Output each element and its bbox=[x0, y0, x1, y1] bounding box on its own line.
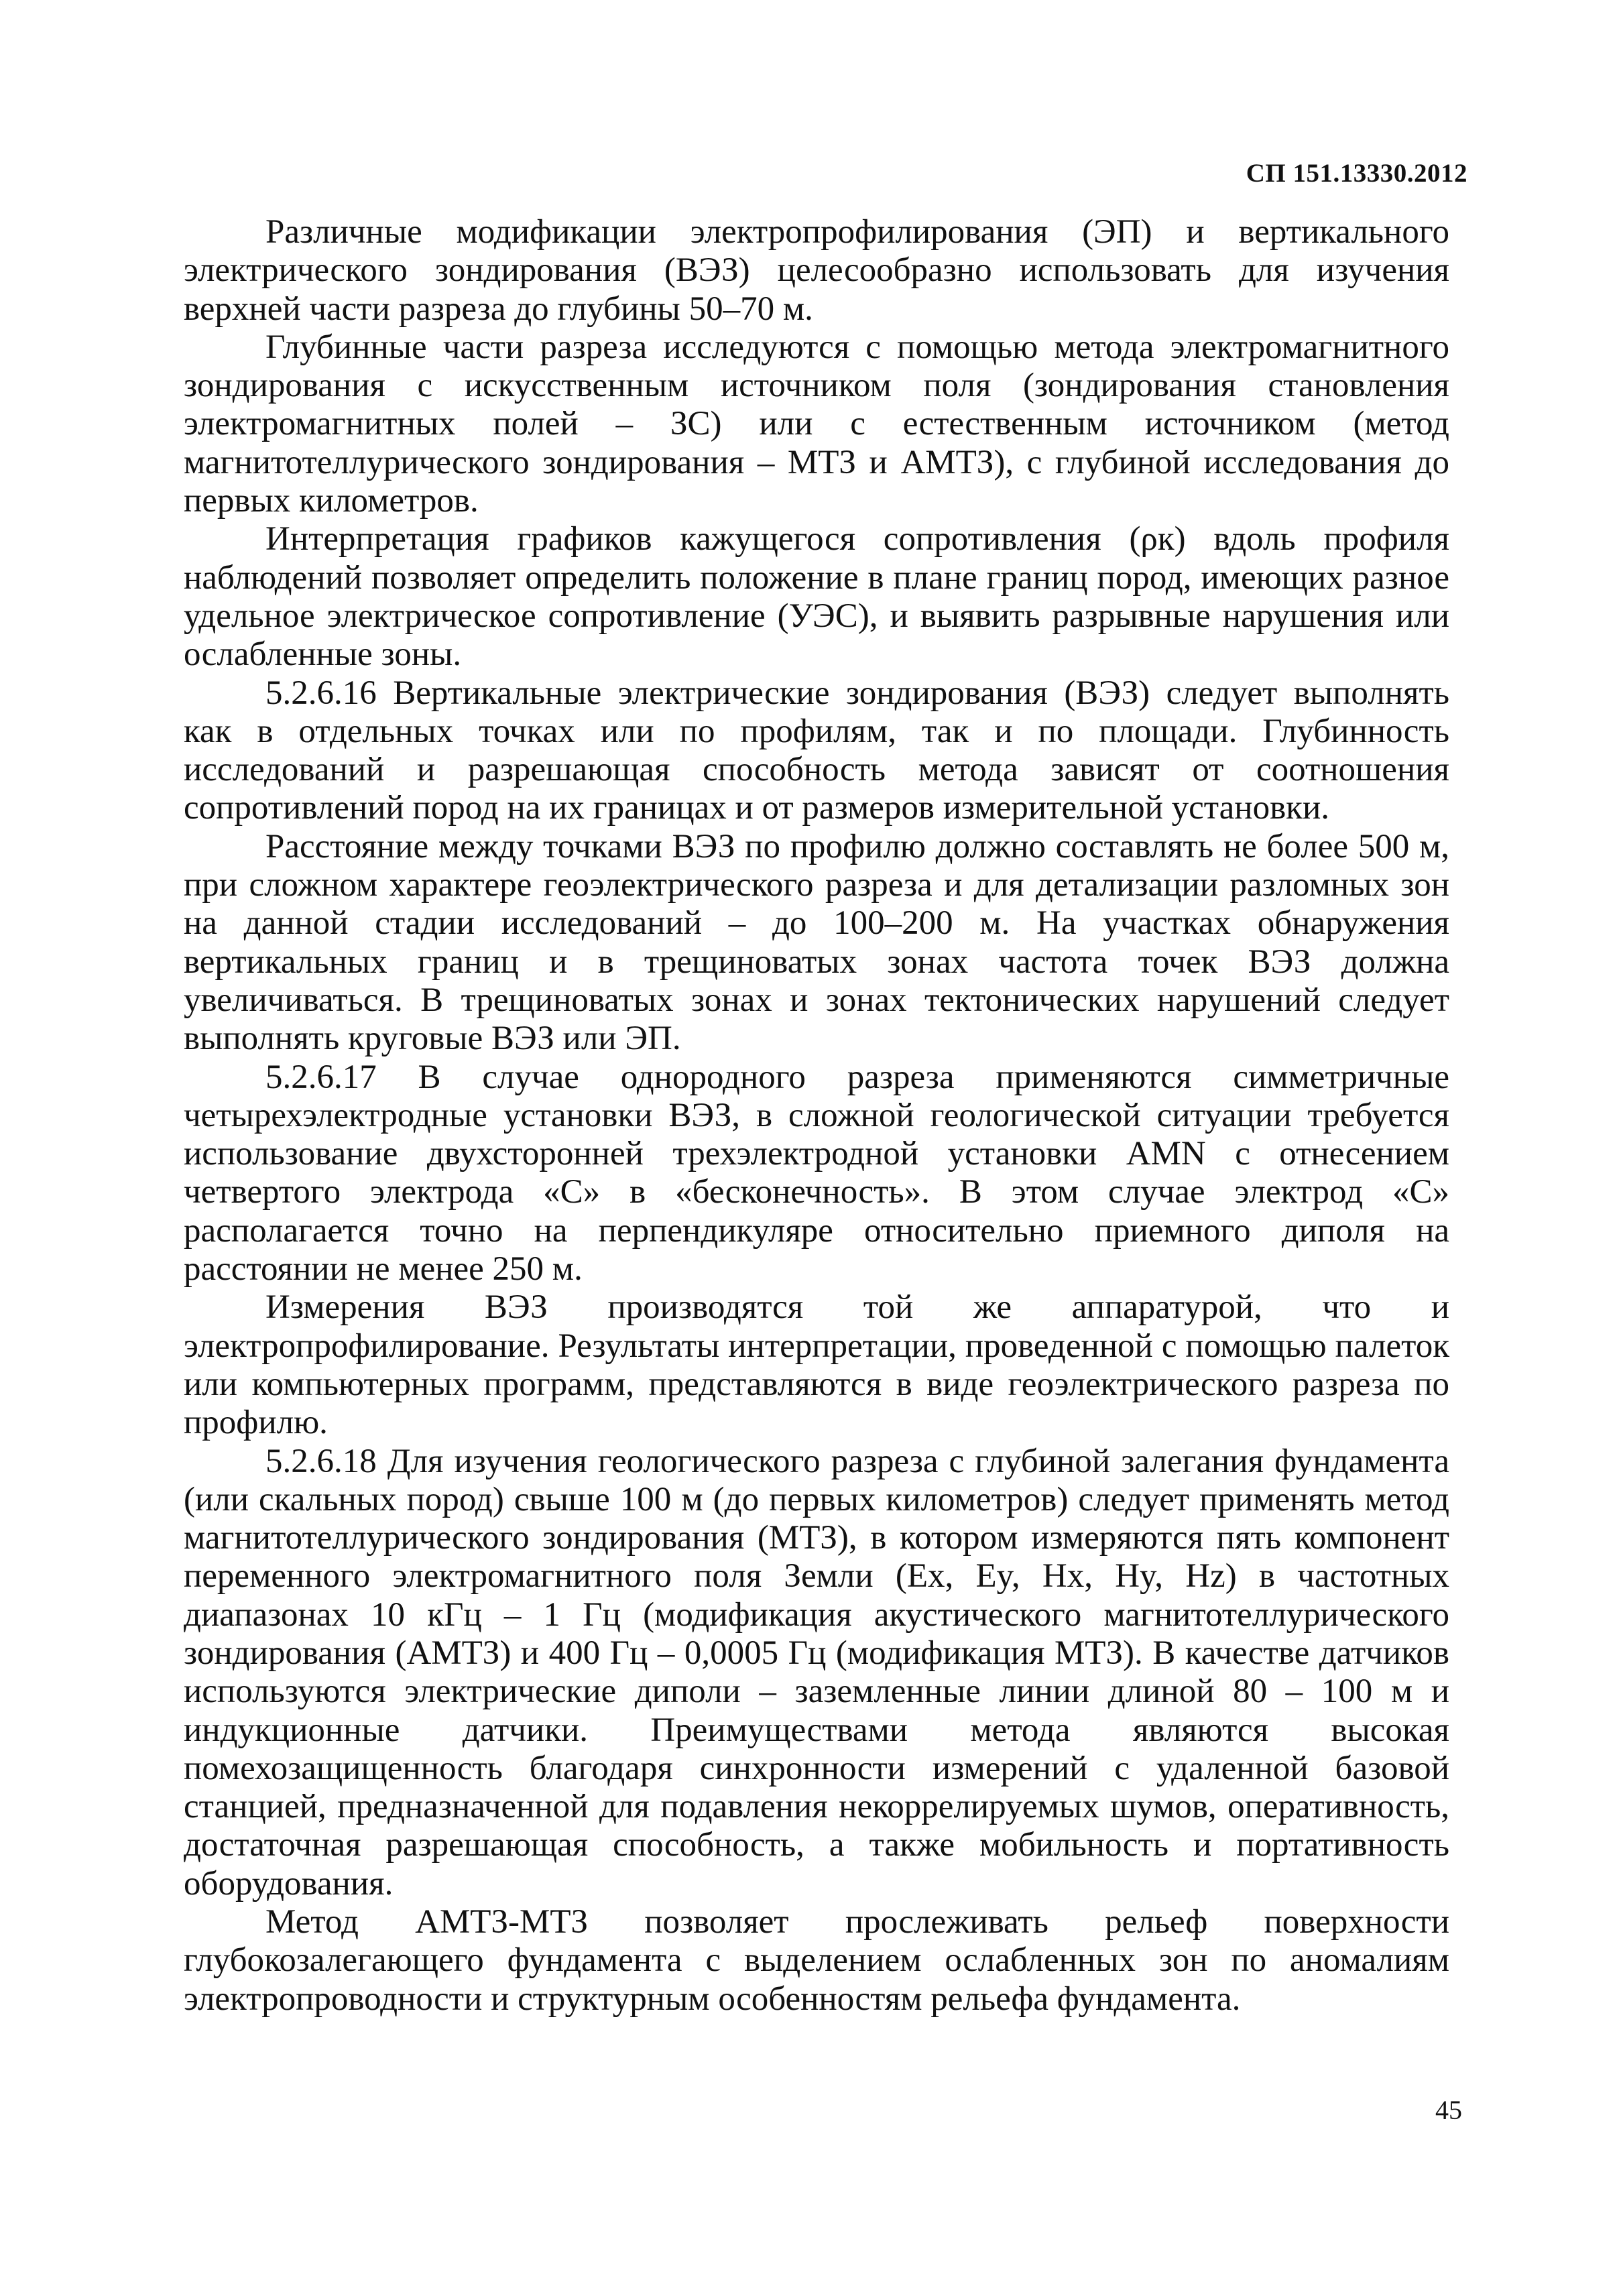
document-code: СП 151.13330.2012 bbox=[1246, 159, 1467, 188]
page-number: 45 bbox=[1435, 2095, 1462, 2125]
paragraph: Метод АМТЗ-МТЗ позволяет прослеживать рельеф поверхности глубокозалегающего фундамента с выделением ослабленных зон по аномалиям электропроводности и структурным особенностям рельефа фундамента. bbox=[184, 1903, 1449, 2018]
paragraph: 5.2.6.17 В случае однородного разреза применяются симметричные четырехэлектродные установки ВЭЗ, в сложной геологической ситуации требуется использование двухсторонней трехэлектродной установки AMN с отнесением четвертого электрода «С» в «бесконечность». В этом случае электрод «С» располагается точно на перпендикуляре относительно приемного диполя на расстоянии не менее 250 м. bbox=[184, 1058, 1449, 1288]
paragraph: Измерения ВЭЗ производятся той же аппаратурой, что и электропрофилирование. Результаты интерпретации, проведенной с помощью палеток или компьютерных программ, представляются в виде геоэлектрического разреза по профилю. bbox=[184, 1288, 1449, 1442]
paragraph: 5.2.6.16 Вертикальные электрические зондирования (ВЭЗ) следует выполнять как в отдельных точках или по профилям, так и по площади. Глубинность исследований и разрешающая способность метода зависят от соотношения сопротивлений пород на их границах и от размеров измерительной установки. bbox=[184, 674, 1449, 827]
paragraph: Глубинные части разреза исследуются с помощью метода электромагнитного зондирования с искусственным источником поля (зондирования становления электромагнитных полей – ЗС) или с естественным источником (метод магнитотеллурического зондирования – МТЗ и АМТЗ), с глубиной исследования до первых километров. bbox=[184, 328, 1449, 520]
paragraph: Интерпретация графиков кажущегося сопротивления (ρк) вдоль профиля наблюдений позволяет определить положение в плане границ пород, имеющих разное удельное электрическое сопротивление (УЭС), и выявить разрывные нарушения или ослабленные зоны. bbox=[184, 520, 1449, 674]
document-body bbox=[184, 213, 1449, 2018]
paragraph: Расстояние между точками ВЭЗ по профилю должно составлять не более 500 м, при сложном характере геоэлектрического разреза и для детализации разломных зон на данной стадии исследований – до 100–200 м. На участках обнаружения вертикальных границ и в трещиноватых зонах частота точек ВЭЗ должна увеличиваться. В трещиноватых зонах и зонах тектонических нарушений следует выполнять круговые ВЭЗ или ЭП. bbox=[184, 827, 1449, 1058]
paragraph: Различные модификации электропрофилирования (ЭП) и вертикального электрического зондирования (ВЭЗ) целесообразно использовать для изучения верхней части разреза до глубины 50–70 м. bbox=[184, 213, 1449, 328]
paragraph: 5.2.6.18 Для изучения геологического разреза с глубиной залегания фундамента (или скальных пород) свыше 100 м (до первых километров) следует применять метод магнитотеллурического зондирования (МТЗ), в котором измеряются пять компонент переменного электромагнитного поля Земли (Ex, Ey, Hx, Hy, Hz) в частотных диапазонах 10 кГц – 1 Гц (модификация акустического магнитотеллурического зондирования (АМТЗ) и 400 Гц – 0,0005 Гц (модификация МТЗ). В качестве датчиков используются электрические диполи – заземленные линии длиной 80 – 100 м и индукционные датчики. Преимуществами метода являются высокая помехозащищенность благодаря синхронности измерений с удаленной базовой станцией, предназначенной для подавления некоррелируемых шумов, оперативность, достаточная разрешающая способность, а также мобильность и портативность оборудования. bbox=[184, 1442, 1449, 1902]
